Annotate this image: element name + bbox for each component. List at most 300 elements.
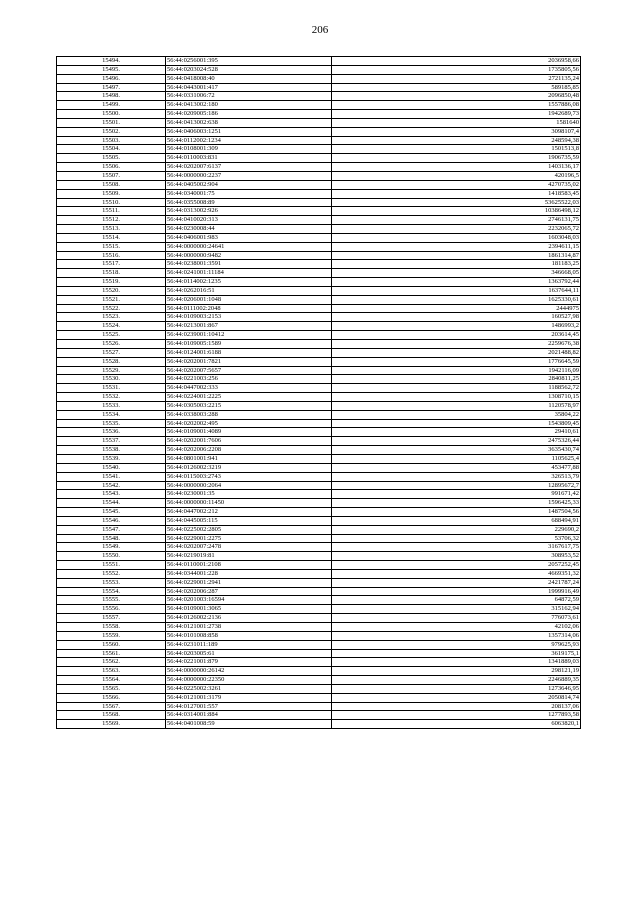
cadastral-number-cell: 56:44:0230001:35 <box>166 490 332 499</box>
row-number-cell: 15506. <box>57 163 166 172</box>
row-number-cell: 15519. <box>57 278 166 287</box>
cadastral-number-cell: 56:44:0126002:2136 <box>166 614 332 623</box>
cadastral-number-cell: 56:44:0209005:186 <box>166 110 332 119</box>
row-number-cell: 15538. <box>57 446 166 455</box>
cadastral-value-cell: 991671,42 <box>332 490 581 499</box>
row-number-cell: 15515. <box>57 242 166 251</box>
cadastral-value-cell: 453477,88 <box>332 463 581 472</box>
table-row <box>57 207 581 216</box>
row-number-cell: 15557. <box>57 614 166 623</box>
table-row <box>57 508 581 517</box>
row-number-cell: 15516. <box>57 251 166 260</box>
cadastral-number-cell: 56:44:0121001:2738 <box>166 623 332 632</box>
table-row <box>57 516 581 525</box>
row-number-cell: 15501. <box>57 118 166 127</box>
table-row <box>57 534 581 543</box>
row-number-cell: 15537. <box>57 437 166 446</box>
cadastral-value-cell: 53706,32 <box>332 534 581 543</box>
row-number-cell: 15548. <box>57 534 166 543</box>
row-number-cell: 15526. <box>57 340 166 349</box>
row-number-cell: 15530. <box>57 375 166 384</box>
table-row <box>57 446 581 455</box>
table-row <box>57 720 581 729</box>
row-number-cell: 15514. <box>57 233 166 242</box>
row-number-cell: 15509. <box>57 189 166 198</box>
cadastral-value-cell: 2444975 <box>332 304 581 313</box>
row-number-cell: 15569. <box>57 720 166 729</box>
row-number-cell: 15564. <box>57 676 166 685</box>
cadastral-value-cell: 1105625,4 <box>332 454 581 463</box>
cadastral-value-cell: 3167617,75 <box>332 543 581 552</box>
row-number-cell: 15495. <box>57 65 166 74</box>
cadastral-value-cell: 203614,45 <box>332 331 581 340</box>
table-row <box>57 693 581 702</box>
row-number-cell: 15543. <box>57 490 166 499</box>
cadastral-value-cell: 35804,22 <box>332 410 581 419</box>
cadastral-value-cell: 2021488,82 <box>332 348 581 357</box>
cadastral-number-cell: 56:44:0340001:75 <box>166 189 332 198</box>
table-row <box>57 711 581 720</box>
cadastral-number-cell: 56:44:0225002:3261 <box>166 684 332 693</box>
row-number-cell: 15539. <box>57 454 166 463</box>
cadastral-value-cell: 1357314,06 <box>332 631 581 640</box>
cadastral-number-cell: 56:44:0413002:180 <box>166 101 332 110</box>
table-row <box>57 587 581 596</box>
cadastral-number-cell: 56:44:0314001:884 <box>166 711 332 720</box>
cadastral-number-cell: 56:44:0225002:2805 <box>166 525 332 534</box>
cadastral-number-cell: 56:44:0108001:309 <box>166 145 332 154</box>
cadastral-number-cell: 56:44:0331006:72 <box>166 92 332 101</box>
cadastral-value-cell: 3619175,1 <box>332 649 581 658</box>
row-number-cell: 15561. <box>57 649 166 658</box>
row-number-cell: 15568. <box>57 711 166 720</box>
cadastral-number-cell: 56:44:0109001:4089 <box>166 428 332 437</box>
row-number-cell: 15555. <box>57 596 166 605</box>
cadastral-value-cell: 181183,25 <box>332 260 581 269</box>
cadastral-value-cell: 1776645,59 <box>332 357 581 366</box>
cadastral-value-cell: 1942689,73 <box>332 110 581 119</box>
table-row <box>57 189 581 198</box>
cadastral-number-cell: 56:44:0256001:395 <box>166 57 332 66</box>
cadastral-value-cell: 1861314,87 <box>332 251 581 260</box>
table-row <box>57 640 581 649</box>
table-row <box>57 110 581 119</box>
table-row <box>57 251 581 260</box>
cadastral-number-cell: 56:44:0230008:44 <box>166 225 332 234</box>
cadastral-value-cell: 1906735,59 <box>332 154 581 163</box>
cadastral-number-cell: 56:44:0203024:528 <box>166 65 332 74</box>
cadastral-value-cell: 1363792,44 <box>332 278 581 287</box>
cadastral-value-cell: 1188562,72 <box>332 384 581 393</box>
cadastral-value-cell: 2096850,48 <box>332 92 581 101</box>
cadastral-number-cell: 56:44:0418008:40 <box>166 74 332 83</box>
row-number-cell: 15551. <box>57 561 166 570</box>
cadastral-value-cell: 420196,5 <box>332 171 581 180</box>
table-row <box>57 233 581 242</box>
row-number-cell: 15528. <box>57 357 166 366</box>
cadastral-value-cell: 1501513,8 <box>332 145 581 154</box>
table-row <box>57 684 581 693</box>
cadastral-number-cell: 56:44:0219019:81 <box>166 552 332 561</box>
table-row <box>57 490 581 499</box>
cadastral-number-cell: 56:44:0127001:557 <box>166 702 332 711</box>
cadastral-number-cell: 56:44:0000000:9482 <box>166 251 332 260</box>
cadastral-value-cell: 2057252,45 <box>332 561 581 570</box>
cadastral-number-cell: 56:44:0447002:212 <box>166 508 332 517</box>
table-row <box>57 145 581 154</box>
table-row <box>57 667 581 676</box>
cadastral-value-cell: 688494,91 <box>332 516 581 525</box>
cadastral-value-cell: 346668,05 <box>332 269 581 278</box>
table-row <box>57 331 581 340</box>
row-number-cell: 15508. <box>57 180 166 189</box>
cadastral-number-cell: 56:44:0405002:904 <box>166 180 332 189</box>
row-number-cell: 15494. <box>57 57 166 66</box>
table-row <box>57 384 581 393</box>
row-number-cell: 15562. <box>57 658 166 667</box>
table-row <box>57 561 581 570</box>
cadastral-value-cell: 2840811,25 <box>332 375 581 384</box>
cadastral-number-cell: 56:44:0221001:879 <box>166 658 332 667</box>
row-number-cell: 15504. <box>57 145 166 154</box>
cadastral-value-cell: 1603048,03 <box>332 233 581 242</box>
cadastral-value-cell: 2394611,15 <box>332 242 581 251</box>
page-number: 206 <box>311 24 329 36</box>
cadastral-value-cell: 2475326,44 <box>332 437 581 446</box>
table-row <box>57 198 581 207</box>
row-number-cell: 15547. <box>57 525 166 534</box>
row-number-cell: 15554. <box>57 587 166 596</box>
cadastral-number-cell: 56:44:0202002:495 <box>166 419 332 428</box>
table-row <box>57 596 581 605</box>
cadastral-value-cell: 229690,2 <box>332 525 581 534</box>
cadastral-value-cell: 1486993,2 <box>332 322 581 331</box>
cadastral-value-cell: 2232065,72 <box>332 225 581 234</box>
cadastral-number-cell: 56:44:0305003:2215 <box>166 401 332 410</box>
cadastral-number-cell: 56:44:0229001:2275 <box>166 534 332 543</box>
cadastral-number-cell: 56:44:0338003:288 <box>166 410 332 419</box>
row-number-cell: 15517. <box>57 260 166 269</box>
cadastral-number-cell: 56:44:0121001:3179 <box>166 693 332 702</box>
cadastral-value-cell: 3635430,74 <box>332 446 581 455</box>
cadastral-value-cell: 1308710,15 <box>332 393 581 402</box>
cadastral-number-cell: 56:44:0406001:983 <box>166 233 332 242</box>
cadastral-number-cell: 56:44:0238001:3591 <box>166 260 332 269</box>
cadastral-number-cell: 56:44:0000000:24641 <box>166 242 332 251</box>
table-row <box>57 83 581 92</box>
cadastral-value-cell: 2050814,74 <box>332 693 581 702</box>
row-number-cell: 15498. <box>57 92 166 101</box>
cadastral-value-cell: 326513,79 <box>332 472 581 481</box>
cadastral-value-cell: 308953,52 <box>332 552 581 561</box>
cadastral-value-cell: 2746131,75 <box>332 216 581 225</box>
row-number-cell: 15513. <box>57 225 166 234</box>
cadastral-number-cell: 56:44:0202007:6137 <box>166 163 332 172</box>
cadastral-value-cell: 1625330,61 <box>332 295 581 304</box>
cadastral-number-cell: 56:44:0126002:3219 <box>166 463 332 472</box>
row-number-cell: 15531. <box>57 384 166 393</box>
cadastral-number-cell: 56:44:0203005:61 <box>166 649 332 658</box>
cadastral-value-cell: 1596425,33 <box>332 499 581 508</box>
cadastral-value-cell: 42102,06 <box>332 623 581 632</box>
cadastral-number-cell: 56:44:0206001:1048 <box>166 295 332 304</box>
table-row <box>57 552 581 561</box>
cadastral-value-cell: 208137,06 <box>332 702 581 711</box>
cadastral-value-cell: 979625,93 <box>332 640 581 649</box>
table-row <box>57 348 581 357</box>
cadastral-value-cell: 1637644,11 <box>332 286 581 295</box>
row-number-cell: 15496. <box>57 74 166 83</box>
cadastral-value-cell: 4270735,02 <box>332 180 581 189</box>
cadastral-number-cell: 56:44:0221003:256 <box>166 375 332 384</box>
cadastral-number-cell: 56:44:0410020:313 <box>166 216 332 225</box>
cadastral-number-cell: 56:44:0313002:926 <box>166 207 332 216</box>
row-number-cell: 15559. <box>57 631 166 640</box>
row-number-cell: 15512. <box>57 216 166 225</box>
table-row <box>57 454 581 463</box>
table-row <box>57 118 581 127</box>
cadastral-number-cell: 56:44:0224001:2225 <box>166 393 332 402</box>
table-row <box>57 242 581 251</box>
row-number-cell: 15510. <box>57 198 166 207</box>
cadastral-number-cell: 56:44:0115003:2743 <box>166 472 332 481</box>
cadastral-number-cell: 56:44:0000000:26142 <box>166 667 332 676</box>
table-row <box>57 322 581 331</box>
row-number-cell: 15566. <box>57 693 166 702</box>
cadastral-value-cell: 1418583,45 <box>332 189 581 198</box>
cadastral-number-cell: 56:44:0401008:59 <box>166 720 332 729</box>
row-number-cell: 15524. <box>57 322 166 331</box>
row-number-cell: 15558. <box>57 623 166 632</box>
cadastral-number-cell: 56:44:0801001:941 <box>166 454 332 463</box>
cadastral-value-cell: 1543809,45 <box>332 419 581 428</box>
table-row <box>57 101 581 110</box>
cadastral-number-cell: 56:44:0262016:51 <box>166 286 332 295</box>
cadastral-number-cell: 56:44:0229001:2941 <box>166 578 332 587</box>
cadastral-number-cell: 56:44:0000000:2237 <box>166 171 332 180</box>
row-number-cell: 15527. <box>57 348 166 357</box>
cadastral-number-cell: 56:44:0213001:867 <box>166 322 332 331</box>
table-row <box>57 154 581 163</box>
table-row <box>57 658 581 667</box>
table-row <box>57 136 581 145</box>
row-number-cell: 15565. <box>57 684 166 693</box>
table-row <box>57 57 581 66</box>
table-row <box>57 525 581 534</box>
cadastral-number-cell: 56:44:0111002:2048 <box>166 304 332 313</box>
table-row <box>57 702 581 711</box>
table-row <box>57 286 581 295</box>
cadastral-number-cell: 56:44:0109003:2153 <box>166 313 332 322</box>
cadastral-value-cell: 53625522,03 <box>332 198 581 207</box>
table-row <box>57 74 581 83</box>
row-number-cell: 15542. <box>57 481 166 490</box>
cadastral-number-cell: 56:44:0344001:228 <box>166 569 332 578</box>
cadastral-number-cell: 56:44:0239001:10412 <box>166 331 332 340</box>
table-row <box>57 357 581 366</box>
row-number-cell: 15503. <box>57 136 166 145</box>
cadastral-value-cell: 2246889,35 <box>332 676 581 685</box>
row-number-cell: 15523. <box>57 313 166 322</box>
cadastral-value-cell: 2036958,66 <box>332 57 581 66</box>
table-row <box>57 623 581 632</box>
table-row <box>57 127 581 136</box>
cadastral-number-cell: 56:44:0112002:1234 <box>166 136 332 145</box>
cadastral-number-cell: 56:44:0109005:1589 <box>166 340 332 349</box>
row-number-cell: 15505. <box>57 154 166 163</box>
table-row <box>57 605 581 614</box>
row-number-cell: 15540. <box>57 463 166 472</box>
cadastral-value-cell: 2421787,24 <box>332 578 581 587</box>
row-number-cell: 15500. <box>57 110 166 119</box>
cadastral-number-cell: 56:44:0000000:2064 <box>166 481 332 490</box>
table-row <box>57 578 581 587</box>
cadastral-value-cell: 1403136,17 <box>332 163 581 172</box>
row-number-cell: 15499. <box>57 101 166 110</box>
row-number-cell: 15535. <box>57 419 166 428</box>
row-number-cell: 15546. <box>57 516 166 525</box>
table-row <box>57 428 581 437</box>
cadastral-number-cell: 56:44:0202007:2478 <box>166 543 332 552</box>
cadastral-value-cell: 1735805,56 <box>332 65 581 74</box>
table-row <box>57 499 581 508</box>
cadastral-number-cell: 56:44:0110003:831 <box>166 154 332 163</box>
row-number-cell: 15544. <box>57 499 166 508</box>
cadastral-value-cell: 1557886,08 <box>332 101 581 110</box>
cadastral-value-cell: 1120578,97 <box>332 401 581 410</box>
cadastral-number-cell: 56:44:0202006:287 <box>166 587 332 596</box>
cadastral-number-cell: 56:44:0406003:1251 <box>166 127 332 136</box>
table-row <box>57 472 581 481</box>
cadastral-number-cell: 56:44:0124001:6188 <box>166 348 332 357</box>
table-row <box>57 631 581 640</box>
row-number-cell: 15549. <box>57 543 166 552</box>
table-row <box>57 313 581 322</box>
table-row <box>57 65 581 74</box>
row-number-cell: 15556. <box>57 605 166 614</box>
table-row <box>57 269 581 278</box>
cadastral-value-cell: 1273646,95 <box>332 684 581 693</box>
table-row <box>57 463 581 472</box>
table-row <box>57 278 581 287</box>
cadastral-value-cell: 2259676,38 <box>332 340 581 349</box>
row-number-cell: 15533. <box>57 401 166 410</box>
cadastral-number-cell: 56:44:0447002:333 <box>166 384 332 393</box>
table-row <box>57 180 581 189</box>
row-number-cell: 15511. <box>57 207 166 216</box>
cadastral-number-cell: 56:44:0110001:2108 <box>166 561 332 570</box>
cadastral-value-cell: 1277893,58 <box>332 711 581 720</box>
table-row <box>57 676 581 685</box>
row-number-cell: 15525. <box>57 331 166 340</box>
table-row <box>57 614 581 623</box>
cadastral-value-cell: 6063820,1 <box>332 720 581 729</box>
table-row <box>57 649 581 658</box>
row-number-cell: 15541. <box>57 472 166 481</box>
row-number-cell: 15507. <box>57 171 166 180</box>
table-row <box>57 225 581 234</box>
cadastral-value-cell: 4669351,32 <box>332 569 581 578</box>
cadastral-value-cell: 64872,59 <box>332 596 581 605</box>
cadastral-value-cell: 298121,19 <box>332 667 581 676</box>
row-number-cell: 15534. <box>57 410 166 419</box>
table-row <box>57 366 581 375</box>
table-row <box>57 171 581 180</box>
table-row <box>57 437 581 446</box>
cadastral-number-cell: 56:44:0201003:16594 <box>166 596 332 605</box>
table-row <box>57 260 581 269</box>
cadastral-number-cell: 56:44:0202001:7606 <box>166 437 332 446</box>
table-row <box>57 419 581 428</box>
table-row <box>57 340 581 349</box>
row-number-cell: 15536. <box>57 428 166 437</box>
cadastral-number-cell: 56:44:0202006:2208 <box>166 446 332 455</box>
cadastral-number-cell: 56:44:0445005:115 <box>166 516 332 525</box>
cadastral-value-cell: 29410,61 <box>332 428 581 437</box>
cadastral-number-cell: 56:44:0000000:11450 <box>166 499 332 508</box>
row-number-cell: 15529. <box>57 366 166 375</box>
row-number-cell: 15563. <box>57 667 166 676</box>
table-row <box>57 163 581 172</box>
table-row <box>57 481 581 490</box>
row-number-cell: 15502. <box>57 127 166 136</box>
table-body <box>57 57 581 729</box>
cadastral-number-cell: 56:44:0355008:89 <box>166 198 332 207</box>
cadastral-number-cell: 56:44:0109001:3065 <box>166 605 332 614</box>
cadastral-value-cell: 1341889,03 <box>332 658 581 667</box>
row-number-cell: 15520. <box>57 286 166 295</box>
table-row <box>57 401 581 410</box>
cadastral-value-cell: 1581640 <box>332 118 581 127</box>
cadastral-number-cell: 56:44:0202007:5657 <box>166 366 332 375</box>
cadastral-value-cell: 12895672,7 <box>332 481 581 490</box>
table-row <box>57 92 581 101</box>
row-number-cell: 15521. <box>57 295 166 304</box>
table-row <box>57 295 581 304</box>
cadastral-value-cell: 160527,98 <box>332 313 581 322</box>
table-row <box>57 393 581 402</box>
cadastral-number-cell: 56:44:0241001:11184 <box>166 269 332 278</box>
cadastral-value-cell: 1942116,09 <box>332 366 581 375</box>
cadastral-value-cell: 1487504,56 <box>332 508 581 517</box>
cadastral-value-cell: 776073,61 <box>332 614 581 623</box>
cadastral-number-cell: 56:44:0443001:417 <box>166 83 332 92</box>
cadastral-number-cell: 56:44:0114002:1235 <box>166 278 332 287</box>
row-number-cell: 15518. <box>57 269 166 278</box>
table-row <box>57 569 581 578</box>
cadastral-value-cell: 248594,38 <box>332 136 581 145</box>
row-number-cell: 15553. <box>57 578 166 587</box>
cadastral-value-cell: 315162,94 <box>332 605 581 614</box>
row-number-cell: 15545. <box>57 508 166 517</box>
cadastral-number-cell: 56:44:0000000:22350 <box>166 676 332 685</box>
table-row <box>57 410 581 419</box>
row-number-cell: 15497. <box>57 83 166 92</box>
cadastral-value-cell: 589185,85 <box>332 83 581 92</box>
cadastral-number-cell: 56:44:0231011:189 <box>166 640 332 649</box>
cadastral-value-cell: 1999916,49 <box>332 587 581 596</box>
cadastral-value-cell: 2721135,24 <box>332 74 581 83</box>
table-row <box>57 216 581 225</box>
cadastral-number-cell: 56:44:0101008:858 <box>166 631 332 640</box>
table-row <box>57 375 581 384</box>
row-number-cell: 15532. <box>57 393 166 402</box>
row-number-cell: 15550. <box>57 552 166 561</box>
table-row <box>57 543 581 552</box>
cadastral-value-cell: 3098107,4 <box>332 127 581 136</box>
table-row <box>57 304 581 313</box>
row-number-cell: 15567. <box>57 702 166 711</box>
